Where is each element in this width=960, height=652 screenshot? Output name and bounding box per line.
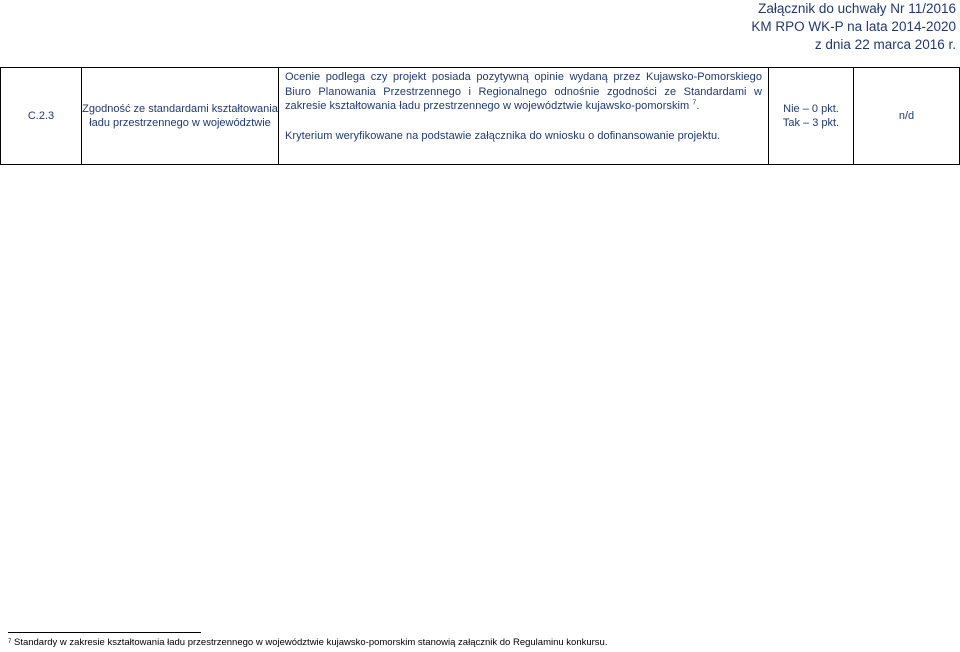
- criterion-na: n/d: [854, 68, 960, 165]
- criterion-name: Zgodność ze standardami kształtowania ładu przestrzennego w województwie: [82, 68, 279, 165]
- footnote: [8, 637, 607, 649]
- criterion-description-cell: [279, 68, 769, 165]
- footnote-text: Standardy w zakresie kształtowania ładu przestrzennego w województwie kujawsko-pomorskim stanowią załącznik do Regulaminu konkursu.: [13, 637, 608, 648]
- criterion-description-end: .: [696, 100, 700, 112]
- document-header: [751, 0, 956, 54]
- table-row: [1, 68, 960, 165]
- header-line-resolution: Załącznik do uchwały Nr 11/2016: [758, 1, 956, 16]
- footnote-marker: 7: [8, 639, 12, 645]
- criterion-description: [285, 70, 762, 114]
- points-no: Nie – 0 pkt.: [783, 102, 839, 115]
- header-line-committee: KM RPO WK-P na lata 2014-2020: [751, 19, 956, 34]
- criteria-table: [0, 67, 960, 165]
- footnote-ref[interactable]: 7: [692, 99, 697, 107]
- footnote-divider: [8, 632, 201, 633]
- points-yes: Tak – 3 pkt.: [782, 117, 840, 129]
- criterion-points: [769, 68, 854, 165]
- criterion-description-text: Ocenie podlega czy projekt posiada pozytywną opinie wydaną przez Kujawsko-Pomorskiego Biuro Planowania Przestrzennego i Regionalnego odnośnie zgodności ze Standardami w zakresie kształtowania ładu przestrzennego w województwie kujawsko-pomorskim: [285, 71, 762, 112]
- criterion-code: C.2.3: [1, 68, 82, 165]
- criterion-verification: Kryterium weryfikowane na podstawie załącznika do wniosku o dofinansowanie projektu.: [285, 129, 721, 142]
- header-line-date: z dnia 22 marca 2016 r.: [814, 37, 956, 52]
